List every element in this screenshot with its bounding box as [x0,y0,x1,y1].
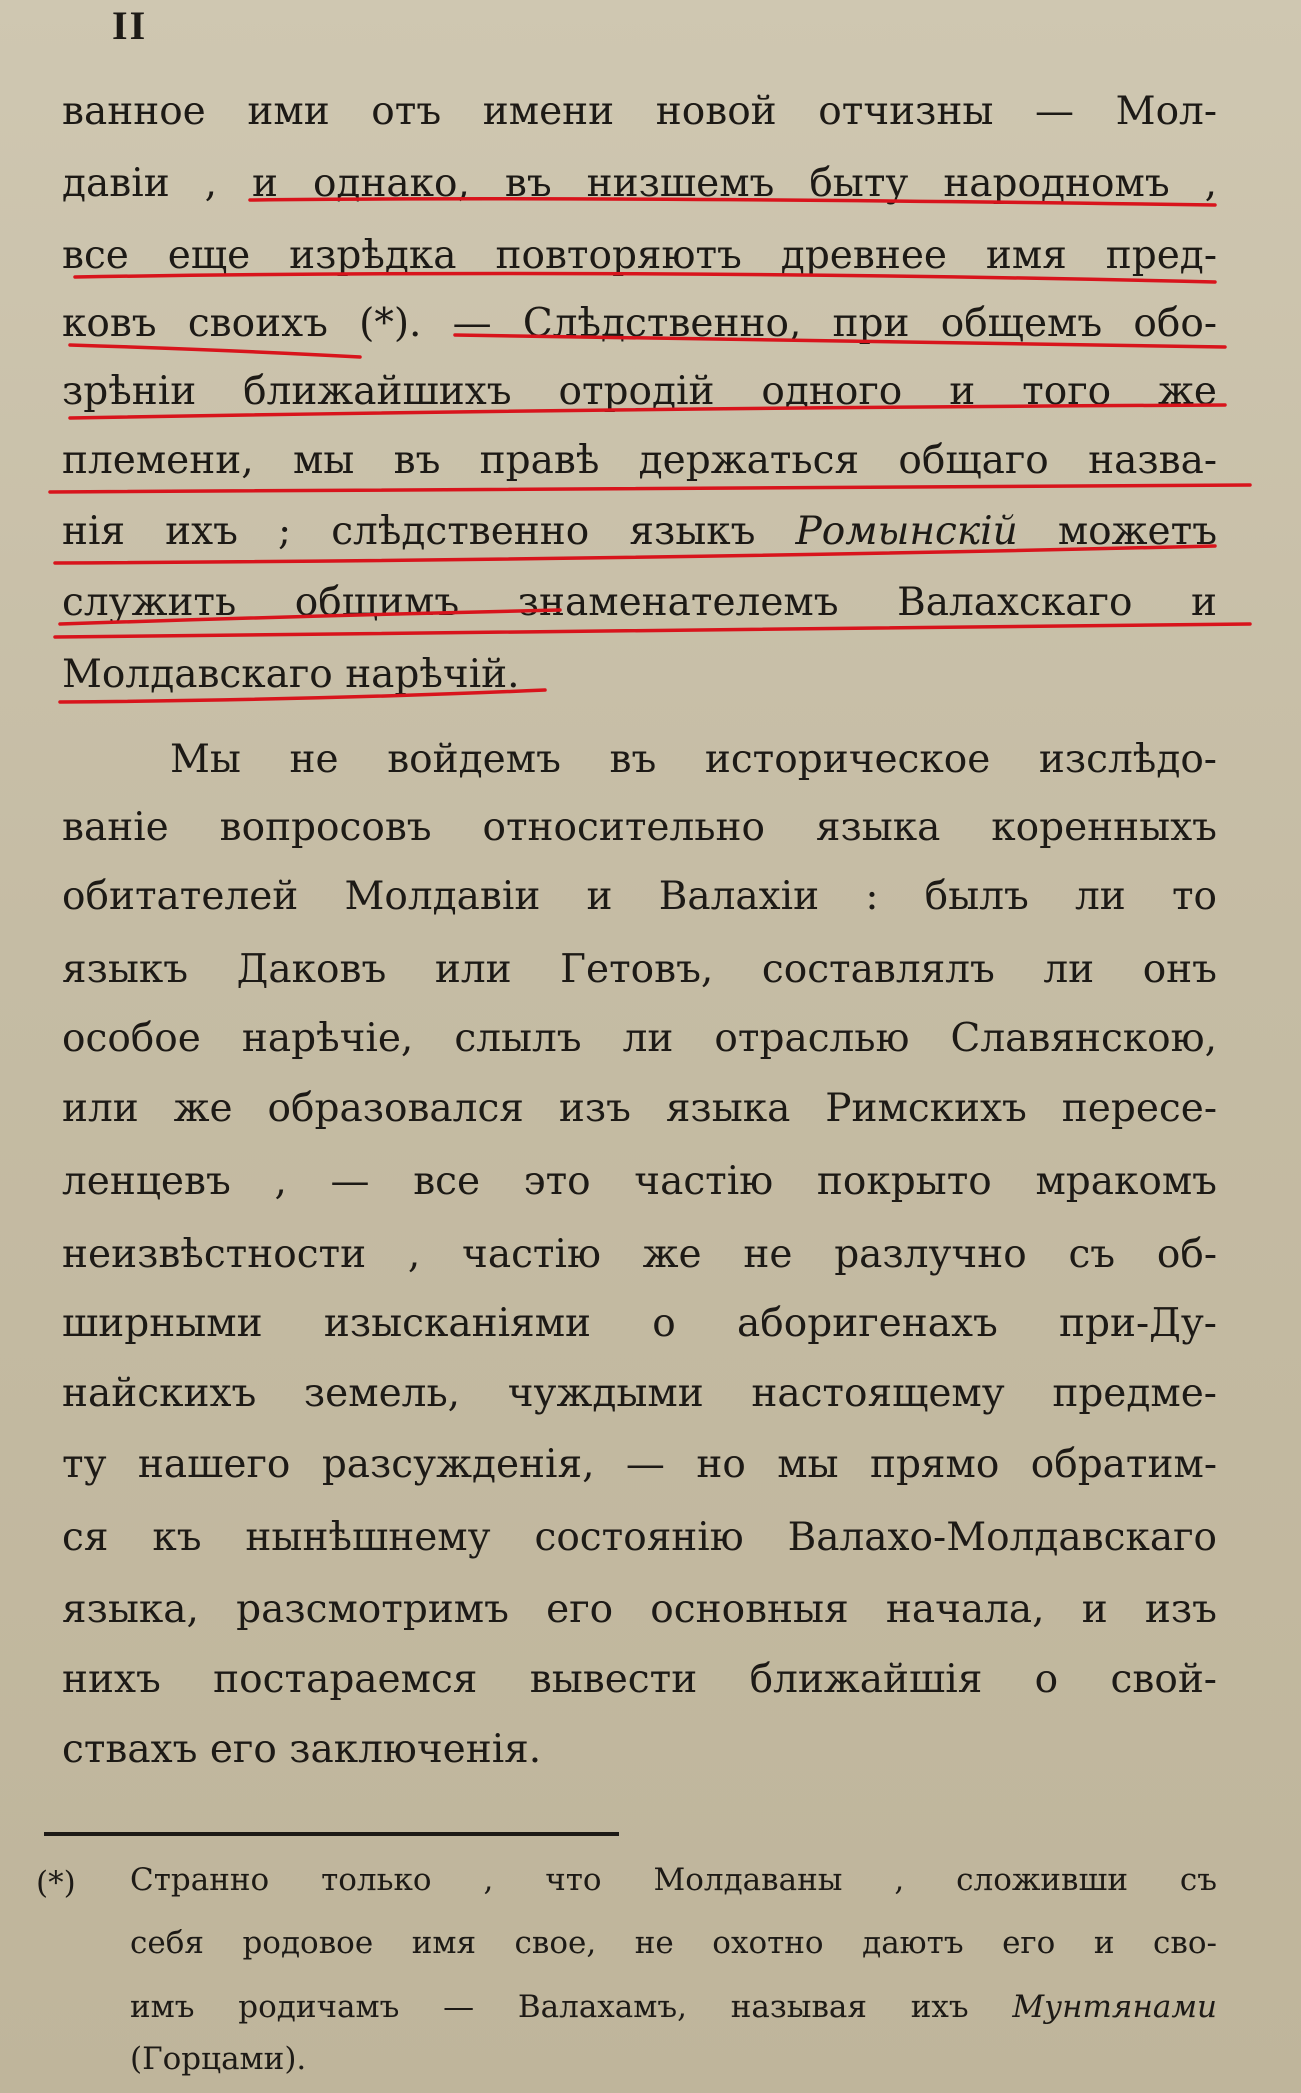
text-line: ся къ нынѣшнему состоянію Валахо-Молдавскаго [62,1515,1217,1560]
text-line: обитателей Молдавіи и Валахіи : былъ ли то [62,874,1217,919]
text-line: племени, мы въ правѣ держаться общаго назва- [62,438,1217,483]
text-line: ленцевъ , — все это частію покрыто мракомъ [62,1159,1217,1204]
text-line: зрѣніи ближайшихъ отродій одного и того же [62,369,1217,414]
text-segment: нія ихъ ; слѣдственно языкъ [62,509,756,554]
text-line: давіи , и однако, въ низшемъ быту народномъ , [62,161,1217,206]
text-line: служить общимъ знаменателемъ Валахскаго и [62,580,1217,625]
text-segment: имъ родичамъ — Валахамъ, называя ихъ [130,1989,969,2025]
text-line: ствахъ его заключенія. [62,1727,542,1772]
text-line: ваніе вопросовъ относительно языка коренныхъ [62,805,1217,850]
footnote-marker: (*) [36,1865,76,1901]
text-line: или же образовался изъ языка Римскихъ пересе- [62,1086,1217,1131]
text-line: Молдавскаго нарѣчій. [62,652,520,697]
text-line: Мы не войдемъ въ историческое изслѣдо- [170,737,1217,782]
text-line-with-term [62,509,1218,554]
text-line: ту нашего разсужденія, — но мы прямо обратим- [62,1442,1217,1487]
footnote-rule [44,1832,619,1836]
text-line: языка, разсмотримъ его основныя начала, и изъ [62,1587,1217,1632]
text-line: ванное ими отъ имени новой отчизны — Мол- [62,89,1217,134]
text-line: нихъ постараемся вывести ближайшія о свой- [62,1657,1217,1702]
footnote-line: (Горцами). [130,2041,307,2077]
text-line: ширными изысканіями о аборигенахъ при-Ду- [62,1301,1217,1346]
text-line: языкъ Даковъ или Гетовъ, составлялъ ли онъ [62,947,1217,992]
emphasized-term: Ромынскій [795,509,1018,554]
underline-mark [50,485,1250,492]
text-line: все еще изрѣдка повторяютъ древнее имя пред- [62,233,1217,278]
footnote-line: Странно только , что Молдаваны , сложивши съ [130,1862,1217,1898]
underline-mark [55,624,1250,637]
text-line: ковъ своихъ (*). — Слѣдственно, при общемъ обо- [62,301,1217,346]
text-line: неизвѣстности , частію же не разлучно съ об- [62,1232,1217,1277]
page-number: II [112,3,148,48]
text-segment: можетъ [1057,509,1218,554]
text-line: особое нарѣчіе, слылъ ли отраслью Славянскою, [62,1016,1217,1061]
footnote-line-with-term [130,1989,1218,2025]
emphasized-term: Мунтянами [1012,1989,1218,2025]
text-line: найскихъ земель, чуждыми настоящему предме- [62,1371,1217,1416]
underline-mark [70,345,360,357]
footnote-line: себя родовое имя свое, не охотно даютъ его и сво- [130,1925,1217,1961]
